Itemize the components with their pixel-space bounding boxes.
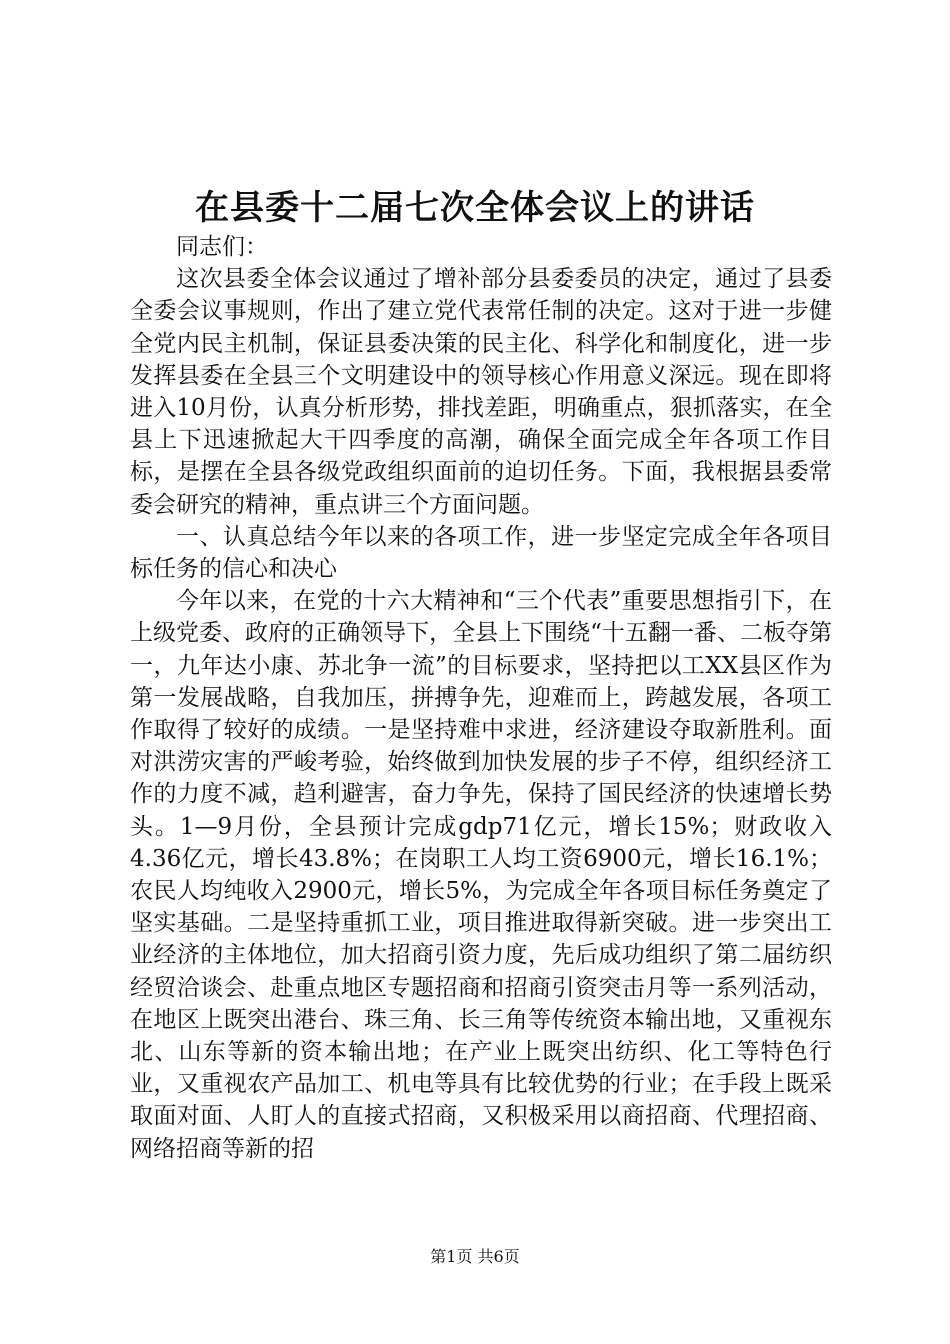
- salutation-paragraph: 同志们：: [176, 234, 268, 260]
- document-body: [130, 231, 832, 1165]
- section-heading-paragraph: 一、认真总结今年以来的各项工作，进一步坚定完成全年各项目标任务的信心和决心: [130, 523, 832, 583]
- body-paragraph: 今年以来，在党的十六大精神和“三个代表”重要思想指引下，在上级党委、政府的正确领导下，全县上下围绕“十五翻一番、二板夺第一，九年达小康、苏北争一流”的目标要求，坚持把以工XX县区作为第一发展战略，自我加压，拼搏争先，迎难而上，跨越发展，各项工作取得了较好的成绩。一是坚持难中求进，经济建设夺取新胜利。面对洪涝灾害的严峻考验，始终做到加快发展的步子不停，组织经济工作的力度不减，趋利避害，奋力争先，保持了国民经济的快速增长势头。1—9月份，全县预计完成gdp71亿元，增长15%；财政收入4.36亿元，增长43.8%；在岗职工人均工资6900元，增长16.1%；农民人均纯收入2900元，增长5%，为完成全年各项目标任务奠定了坚实基础。二是坚持重抓工业，项目推进取得新突破。进一步突出工业经济的主体地位，加大招商引资力度，先后成功组织了第二届纺织经贸洽谈会、赴重点地区专题招商和招商引资突击月等一系列活动，在地区上既突出港台、珠三角、长三角等传统资本输出地，又重视东北、山东等新的资本输出地；在产业上既突出纺织、化工等特色行业，又重视农产品加工、机电等具有比较优势的行业；在手段上既采取面对面、人盯人的直接式招商，又积极采用以商招商、代理招商、网络招商等新的招: [130, 588, 832, 1162]
- intro-paragraph: 这次县委全体会议通过了增补部分县委委员的决定，通过了县委全委会议事规则，作出了建立党代表常任制的决定。这对于进一步健全党内民主机制，保证县委决策的民主化、科学化和制度化，进一步发挥县委在全县三个文明建设中的领导核心作用意义深远。现在即将进入10月份，认真分析形势，排找差距，明确重点，狠抓落实，在全县上下迅速掀起大干四季度的高潮，确保全面完成全年各项工作目标，是摆在全县各级党政组织面前的迫切任务。下面，我根据县委常委会研究的精神，重点讲三个方面问题。: [130, 266, 832, 518]
- document-title: 在县委十二届七次全体会议上的讲话: [195, 188, 755, 228]
- page-number-footer: 第1页 共6页: [430, 1247, 520, 1266]
